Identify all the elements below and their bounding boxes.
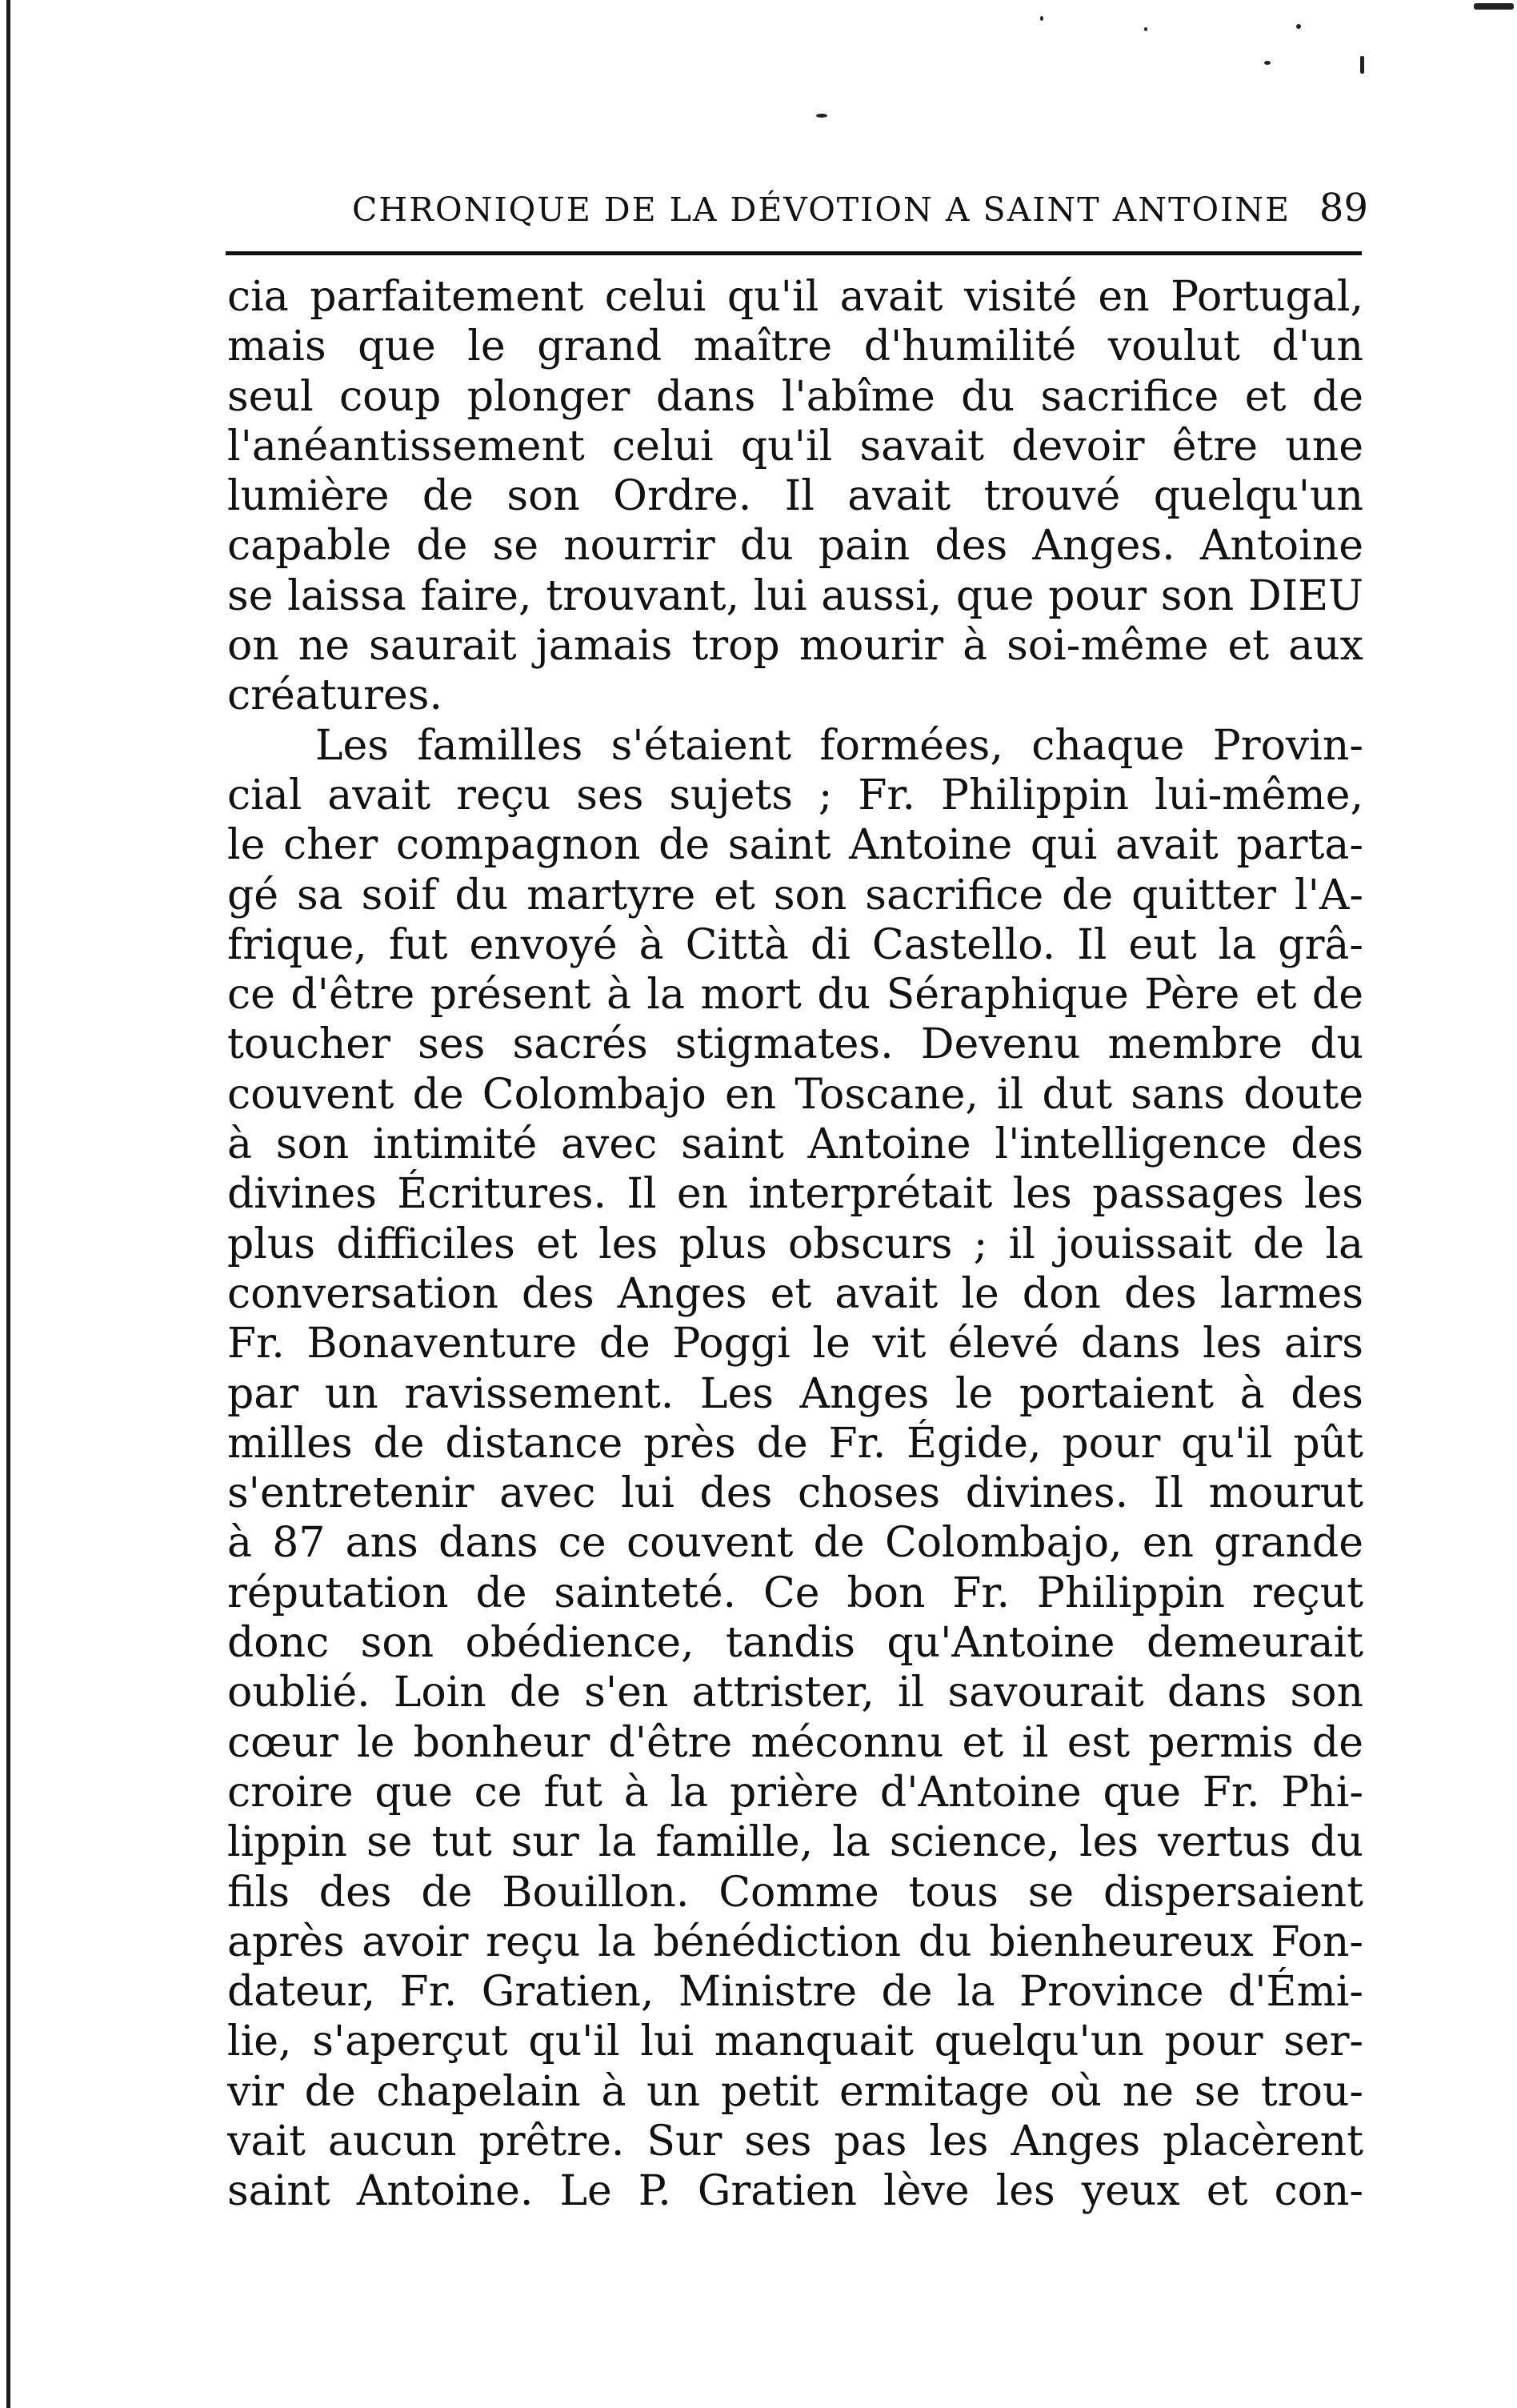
text-line: lie, s'aperçut qu'il lui manquait quelqu'un pour ser-	[227, 2017, 1363, 2066]
text-line: à 87 ans dans ce couvent de Colombajo, en grande	[227, 1519, 1363, 1568]
scan-speck	[1264, 61, 1271, 65]
scan-speck	[1296, 24, 1301, 29]
text-line: milles de distance près de Fr. Égide, pour qu'il pût	[227, 1419, 1363, 1468]
text-line: plus difficiles et les plus obscurs ; il jouissait de la	[227, 1220, 1363, 1268]
text-line: frique, fut envoyé à Città di Castello. Il eut la grâ-	[227, 920, 1363, 969]
text-line: s'entretenir avec lui des choses divines. Il mourut	[227, 1469, 1363, 1518]
page-edge-shadow	[6, 0, 10, 2408]
page-number: 89	[1319, 186, 1368, 230]
text-line: vait aucun prêtre. Sur ses pas les Anges placèrent	[227, 2117, 1363, 2166]
text-line: donc son obédience, tandis qu'Antoine demeurait	[227, 1619, 1363, 1668]
text-line: oublié. Loin de s'en attrister, il savourait dans son	[227, 1669, 1363, 1717]
text-line: le cher compagnon de saint Antoine qui avait parta-	[227, 821, 1363, 870]
header-rule	[226, 251, 1362, 255]
text-line: croire que ce fut à la prière d'Antoine que Fr. Phi-	[227, 1768, 1363, 1817]
text-line: après avoir reçu la bénédiction du bienheureux Fon-	[227, 1917, 1363, 1966]
text-line: gé sa soif du martyre et son sacrifice de quitter l'A-	[227, 871, 1363, 920]
text-line: conversation des Anges et avait le don des larmes	[227, 1269, 1363, 1318]
text-line: capable de se nourrir du pain des Anges. Antoine	[227, 522, 1363, 571]
scan-speck	[816, 114, 827, 118]
text-line: par un ravissement. Les Anges le portaient à des	[227, 1369, 1363, 1418]
body-text	[227, 272, 1363, 2217]
text-line: couvent de Colombajo en Toscane, il dut sans doute	[227, 1070, 1363, 1119]
text-line: vir de chapelain à un petit ermitage où ne se trou-	[227, 2067, 1363, 2116]
text-line: cial avait reçu ses sujets ; Fr. Philippin lui-même,	[227, 771, 1363, 819]
text-line: toucher ses sacrés stigmates. Devenu membre du	[227, 1020, 1363, 1069]
text-line: à son intimité avec saint Antoine l'intelligence des	[227, 1120, 1363, 1169]
text-line: lippin se tut sur la famille, la science, les vertus du	[227, 1818, 1363, 1867]
scan-speck	[1360, 56, 1364, 74]
running-title: CHRONIQUE DE LA DÉVOTION A SAINT ANTOINE	[352, 190, 1291, 229]
text-line: se laissa faire, trouvant, lui aussi, que pour son DIEU	[227, 571, 1363, 620]
text-line: réputation de sainteté. Ce bon Fr. Philippin reçut	[227, 1569, 1363, 1617]
text-line: divines Écritures. Il en interprétait les passages les	[227, 1170, 1363, 1219]
text-line: fils des de Bouillon. Comme tous se dispersaient	[227, 1868, 1363, 1917]
text-line: ce d'être présent à la mort du Séraphique Père et de	[227, 971, 1363, 1020]
text-line: cœur le bonheur d'être méconnu et il est permis de	[227, 1718, 1363, 1767]
text-line: cia parfaitement celui qu'il avait visité en Portugal,	[227, 273, 1363, 321]
text-line: seul coup plonger dans l'abîme du sacrifice et de	[227, 372, 1363, 421]
page-header	[224, 182, 1368, 238]
scan-speck	[1144, 27, 1147, 31]
text-line: l'anéantissement celui qu'il savait devoir être une	[227, 422, 1363, 471]
text-line: Fr. Bonaventure de Poggi le vit élevé dans les airs	[227, 1320, 1363, 1368]
paragraph-start-line: Les familles s'étaient formées, chaque Provin-	[315, 721, 1363, 770]
text-line: lumière de son Ordre. Il avait trouvé quelqu'un	[227, 472, 1363, 521]
text-line: mais que le grand maître d'humilité voulut d'un	[227, 323, 1363, 371]
scan-speck	[1474, 3, 1514, 10]
text-line: on ne saurait jamais trop mourir à soi-même et aux	[227, 622, 1363, 671]
scan-speck	[1040, 16, 1043, 21]
text-line: dateur, Fr. Gratien, Ministre de la Province d'Émi-	[227, 1968, 1363, 2017]
paragraph-end-line: créatures.	[227, 671, 442, 720]
text-line: saint Antoine. Le P. Gratien lève les yeux et con-	[227, 2167, 1363, 2216]
